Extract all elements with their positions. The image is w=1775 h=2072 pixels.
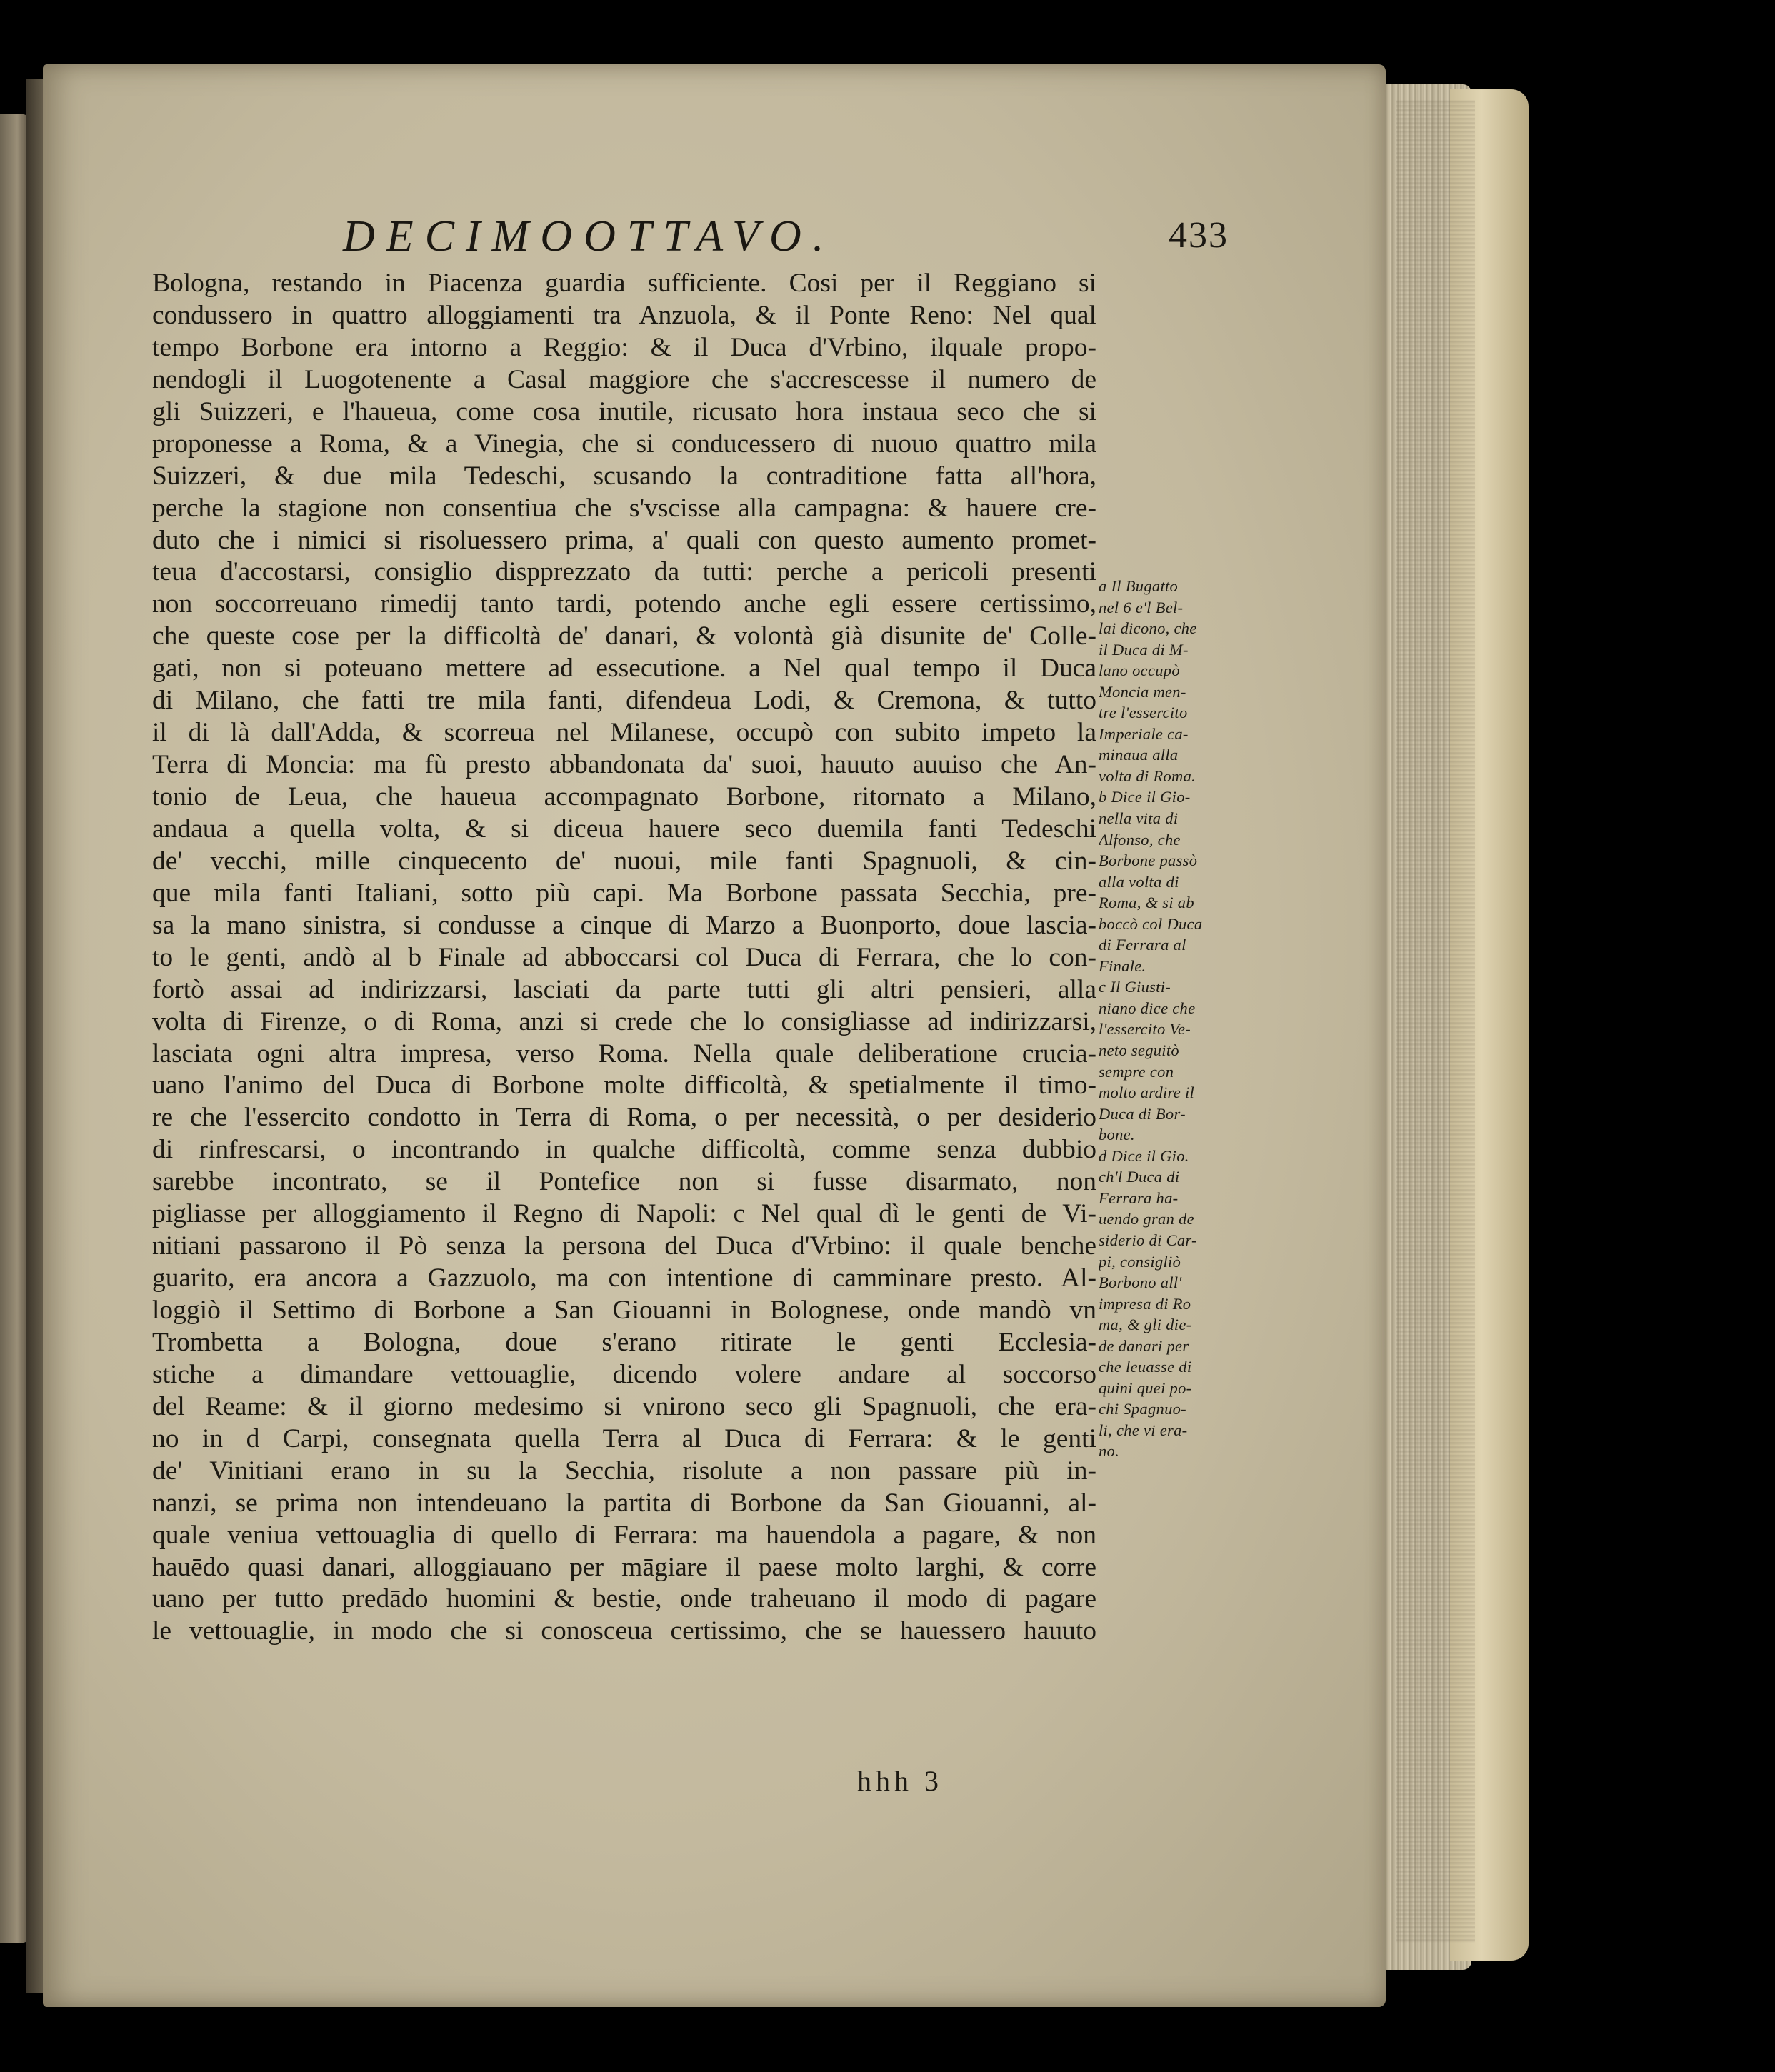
margin-note-line: c Il Giusti-	[1099, 978, 1171, 996]
margin-note-line: ch'l Duca di	[1099, 1168, 1180, 1186]
text-line: che queste cose per la difficoltà de' danari, & volontà già disunite de' Colle-	[152, 621, 1096, 651]
margin-note-line: uendo gran de	[1099, 1210, 1194, 1228]
margin-note-line: il Duca di M-	[1099, 640, 1189, 659]
text-line: loggiò il Settimo di Borbone a San Giouanni in Bolognese, onde mandò vn	[152, 1296, 1096, 1325]
margin-note-line: pi, consigliò	[1099, 1252, 1181, 1271]
text-line: condussero in quattro alloggiamenti tra Anzuola, & il Ponte Reno: Nel qual	[152, 300, 1096, 330]
text-line: teua d'accostarsi, consiglio dispprezzato da tutti: perche a pericoli presenti	[152, 557, 1096, 587]
margin-note-line: Borbono all'	[1099, 1273, 1182, 1292]
margin-note-line: de danari per	[1099, 1336, 1189, 1355]
margin-note-line: Alfonso, che	[1099, 830, 1181, 849]
margin-note-line: nella vita di	[1099, 809, 1179, 828]
text-line: uano per tutto predādo huomini & bestie, onde traheuano il modo di pagare	[152, 1584, 1096, 1614]
text-line: del Reame: & il giorno medesimo si vnirono seco gli Spagnuoli, che era-	[152, 1391, 1096, 1421]
text-line: pigliasse per alloggiamento il Regno di Napoli: c Nel qual dì le genti de Vi-	[152, 1199, 1096, 1229]
text-line: non soccorreuano rimedij tanto tardi, potendo anche egli essere certissimo,	[152, 589, 1096, 619]
margin-note-line: sempre con	[1099, 1062, 1174, 1081]
text-line: Suizzeri, & due mila Tedeschi, scusando la contraditione fatta all'hora,	[152, 461, 1096, 491]
margin-note-line: neto seguitò	[1099, 1041, 1179, 1060]
text-line: Terra di Moncia: ma fù presto abbandonata da' suoi, hauuto auuiso che An-	[152, 750, 1096, 780]
margin-note-line: a Il Bugatto	[1099, 577, 1179, 595]
margin-note-line: di Ferrara al	[1099, 936, 1186, 954]
text-line: tempo Borbone era intorno a Reggio: & il Duca d'Vrbino, ilquale propo-	[152, 332, 1096, 362]
margin-note-line: boccò col Duca	[1099, 914, 1203, 933]
margin-note-line: Roma, & si ab	[1099, 894, 1194, 912]
text-line: que mila fanti Italiani, sotto più capi. Ma Borbone passata Secchia, pre-	[152, 878, 1096, 908]
margin-note-line: Imperiale ca-	[1099, 724, 1189, 743]
margin-note-line: lano occupò	[1099, 661, 1180, 680]
text-line: perche la stagione non consentiua che s'vscisse alla campagna: & hauere cre-	[152, 493, 1096, 523]
text-line: uano l'animo del Duca di Borbone molte difficoltà, & spetialmente il timo-	[152, 1071, 1096, 1101]
page-edge-texture	[1396, 100, 1475, 1943]
running-head: DECIMOOTTAVO.	[343, 212, 836, 261]
margin-note-line: b Dice il Gio-	[1099, 788, 1191, 806]
left-page-edge	[0, 114, 29, 1943]
text-line: il di là dall'Adda, & scorreua nel Milanese, occupò con subito impeto la	[152, 718, 1096, 748]
text-line: tonio de Leua, che haueua accompagnato Borbone, ritornato a Milano,	[152, 782, 1096, 811]
text-line: re che l'essercito condotto in Terra di Roma, o per necessità, o per desiderio	[152, 1103, 1096, 1133]
text-line: proponesse a Roma, & a Vinegia, che si conducessero di nuouo quattro mila	[152, 429, 1096, 459]
margin-note-line: chi Spagnuo-	[1099, 1400, 1186, 1418]
text-line: andaua a quella volta, & si diceua hauere seco duemila fanti Tedeschi	[152, 814, 1096, 844]
text-line: to le genti, andò al b Finale ad abboccarsi col Duca di Ferrara, che lo con-	[152, 942, 1096, 972]
margin-note-line: alla volta di	[1099, 872, 1179, 891]
margin-note-line: l'essercito Ve-	[1099, 1020, 1191, 1038]
margin-note-line: no.	[1099, 1442, 1120, 1461]
margin-note-line: bone.	[1099, 1126, 1135, 1144]
text-line: Trombetta a Bologna, doue s'erano ritirate le genti Ecclesia-	[152, 1327, 1096, 1357]
margin-note-line: impresa di Ro	[1099, 1294, 1191, 1313]
text-line: stiche a dimandare vettouaglie, dicendo volere andare al soccorso	[152, 1359, 1096, 1389]
margin-note-line: volta di Roma.	[1099, 766, 1196, 785]
margin-note-line: li, che vi era-	[1099, 1421, 1188, 1439]
margin-note-line: niano dice che	[1099, 999, 1196, 1017]
text-line: sa la mano sinistra, si condusse a cinque di Marzo a Buonporto, doue lascia-	[152, 910, 1096, 940]
text-line: volta di Firenze, o di Roma, anzi si crede che lo consigliasse ad indirizzarsi,	[152, 1006, 1096, 1036]
text-line: guarito, era ancora a Gazzuolo, ma con intentione di camminare presto. Al-	[152, 1263, 1096, 1293]
text-line: duto che i nimici si risoluessero prima, a' quali con questo aumento promet-	[152, 525, 1096, 555]
margin-note-line: quini quei po-	[1099, 1378, 1192, 1397]
text-line: no in d Carpi, consegnata quella Terra al Duca di Ferrara: & le genti	[152, 1423, 1096, 1453]
signature-mark: hhh 3	[857, 1765, 943, 1797]
text-line: sarebbe incontrato, se il Pontefice non si fusse disarmato, non	[152, 1167, 1096, 1197]
text-line: nendogli il Luogotenente a Casal maggiore che s'accrescesse il numero de	[152, 364, 1096, 394]
margin-note-line: Borbone passò	[1099, 851, 1198, 870]
margin-note-line: Moncia men-	[1099, 682, 1186, 701]
text-line: di Milano, che fatti tre mila fanti, difendeua Lodi, & Cremona, & tutto	[152, 686, 1096, 716]
margin-note-line: d Dice il Gio.	[1099, 1146, 1189, 1165]
text-line: de' Vinitiani erano in su la Secchia, risolute a non passare più in-	[152, 1456, 1096, 1486]
main-text-column	[152, 268, 1096, 1648]
text-line: hauēdo quasi danari, alloggiauano per māgiare il paese molto larghi, & corre	[152, 1552, 1096, 1582]
text-line: gati, non si poteuano mettere ad essecutione. a Nel qual tempo il Duca	[152, 654, 1096, 684]
text-line: nitiani passarono il Pò senza la persona del Duca d'Vrbino: il quale benche	[152, 1231, 1096, 1261]
margin-note-line: nel 6 e'l Bel-	[1099, 598, 1184, 616]
margin-note-line: Ferrara ha-	[1099, 1188, 1179, 1207]
margin-note-line: Duca di Bor-	[1099, 1104, 1186, 1123]
text-line: de' vecchi, mille cinquecento de' nuoui, mile fanti Spagnuoli, & cin-	[152, 846, 1096, 876]
text-line: quale veniua vettouaglia di quello di Ferrara: ma hauendola a pagare, & non	[152, 1520, 1096, 1550]
text-line: di rinfrescarsi, o incontrando in qualche difficoltà, comme senza dubbio	[152, 1135, 1096, 1165]
text-line: le vettouaglie, in modo che si conosceua certissimo, che se hauessero hauuto	[152, 1616, 1096, 1646]
page-number: 433	[1169, 215, 1229, 256]
text-line: fortò assai ad indirizzarsi, lasciati da parte tutti gli altri pensieri, alla	[152, 974, 1096, 1004]
margin-note-line: Finale.	[1099, 956, 1146, 975]
margin-note-line: tre l'essercito	[1099, 704, 1188, 722]
margin-note-line: molto ardire il	[1099, 1083, 1195, 1102]
margin-note-line: minaua alla	[1099, 746, 1179, 764]
text-line: lasciata ogni altra impresa, verso Roma. Nella quale deliberatione crucia-	[152, 1038, 1096, 1068]
margin-note-line: che leuasse di	[1099, 1358, 1192, 1376]
margin-note-line: ma, & gli die-	[1099, 1316, 1192, 1334]
marginal-notes	[1099, 576, 1241, 1462]
margin-note-line: siderio di Car-	[1099, 1231, 1197, 1249]
margin-note-line: lai dicono, che	[1099, 619, 1197, 638]
text-line: nanzi, se prima non intendeuano la partita di Borbone da San Giouanni, al-	[152, 1488, 1096, 1518]
text-line: Bologna, restando in Piacenza guardia sufficiente. Cosi per il Reggiano si	[152, 269, 1096, 298]
text-line: gli Suizzeri, e l'haueua, come cosa inutile, ricusato hora instaua seco che si	[152, 396, 1096, 426]
